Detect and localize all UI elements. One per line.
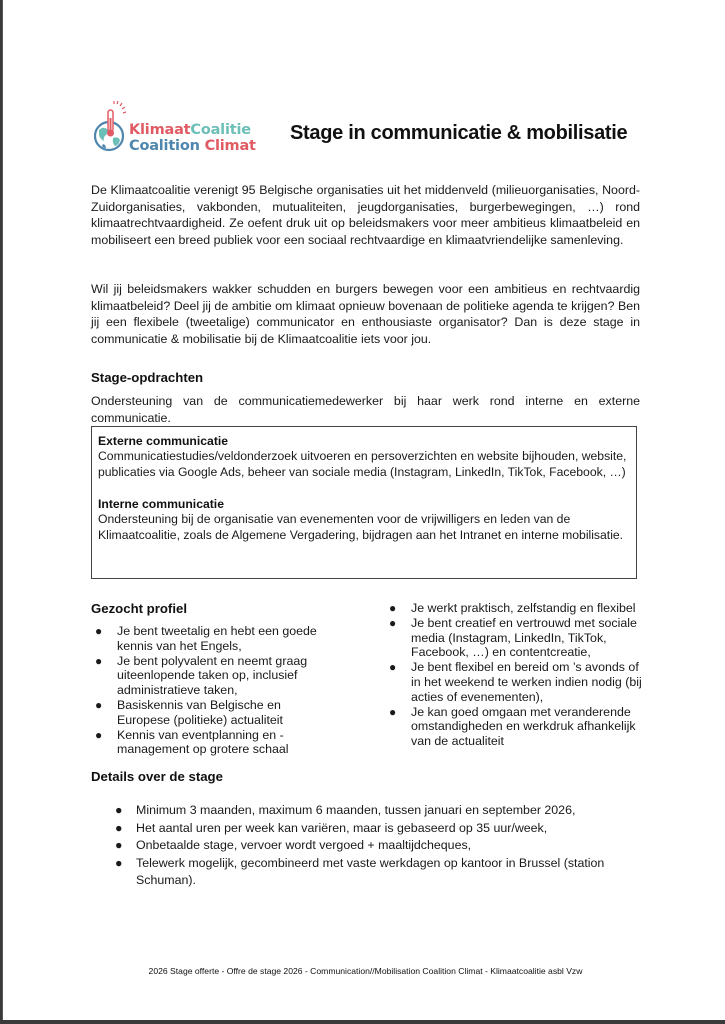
bullet-icon: ● bbox=[115, 803, 123, 817]
logo-text-coalitie: Coalitie bbox=[190, 122, 251, 138]
list-item: ● Kennis van eventplanning en -management op grotere schaal bbox=[95, 727, 289, 757]
externe-communicatie-text: Communicatiestudies/veldonderzoek uitvoeren en persoverzichten en website bijhouden, website, publicaties via Google Ads, beheer van sociale media (Instagram, LinkedIn, TikTok, Facebook, …) bbox=[98, 449, 627, 479]
bullet-icon: ● bbox=[389, 615, 397, 630]
intro-paragraph-1: De Klimaatcoalitie verenigt 95 Belgische organisaties uit het middenveld (milieuorganisaties, Noord-Zuidorganisaties, vakbonden, mutualiteiten, jeugdorganisaties, burgerbewegingen, …) rond klimaatrechtvaardigheid. Ze oefent druk uit op beleidsmakers voor meer ambitieus klimaatbeleid en mobiliseert een breed publiek voor een sociaal rechtvaardige en klimaatvriendelijke samenleving. bbox=[91, 183, 640, 247]
bullet-icon: ● bbox=[95, 727, 103, 742]
heading-details-over-de-stage: Details over de stage bbox=[91, 769, 223, 784]
bullet-icon: ● bbox=[115, 820, 123, 835]
interne-communicatie-text: Ondersteuning bij de organisatie van evenementen voor de vrijwilligers en leden van de Klimaatcoalitie, zoals de Algemene Vergadering, bijdragen aan het Intranet en interne mobilisatie. bbox=[98, 512, 624, 542]
bullet-icon: ● bbox=[389, 704, 397, 719]
page-title: Stage in communicatie & mobilisatie bbox=[290, 122, 628, 144]
intro-paragraph-2: Wil jij beleidsmakers wakker schudden en burgers bewegen voor een ambitieus en rechtvaardig klimaatbeleid? Deel jij de ambitie om klimaat opnieuw bovenaan de politieke agenda te krijgen? Ben jij een flexibele (tweetalige) communicator en enthousiaste organisator? Dan is deze stage in communicatie & mobilisatie bij de Klimaatcoalitie iets voor jou. bbox=[91, 282, 640, 346]
logo-text-climat: Climat bbox=[204, 138, 256, 154]
globe-thermometer-icon bbox=[91, 100, 131, 158]
details-list bbox=[115, 802, 645, 890]
list-item: ● Je kan goed omgaan met veranderende omstandigheden en werkdruk afhankelijk van de actualiteit bbox=[389, 704, 636, 749]
list-item: ● Onbetaalde stage, vervoer wordt vergoed + maaltijdcheques, bbox=[115, 837, 645, 855]
bullet-icon: ● bbox=[389, 660, 397, 675]
bullet-icon: ● bbox=[95, 624, 103, 638]
heading-externe-communicatie: Externe communicatie bbox=[98, 434, 229, 448]
opdrachten-intro: Ondersteuning van de communicatiemedewerker bij haar werk rond interne en externe communicatie. bbox=[91, 394, 640, 425]
bullet-icon: ● bbox=[95, 653, 103, 668]
list-item: ● Minimum 3 maanden, maximum 6 maanden, tussen januari en september 2026, bbox=[115, 802, 645, 820]
profiel-list-right bbox=[389, 601, 649, 749]
profiel-list-left bbox=[95, 624, 335, 757]
logo-wordmark bbox=[129, 122, 256, 154]
document-page bbox=[2, 0, 725, 1020]
bullet-icon: ● bbox=[95, 697, 103, 712]
heading-gezocht-profiel: Gezocht profiel bbox=[91, 601, 187, 616]
bullet-icon: ● bbox=[115, 838, 123, 852]
list-item: ● Je bent creatief en vertrouwd met sociale media (Instagram, LinkedIn, TikTok, Facebook, …) en contentcreatie, bbox=[389, 615, 637, 660]
bullet-icon: ● bbox=[389, 601, 397, 615]
page-footer: 2026 Stage offerte - Offre de stage 2026 - Communication//Mobilisation Coalition Climat - Klimaatcoalitie asbl Vzw bbox=[148, 966, 583, 976]
heading-interne-communicatie: Interne communicatie bbox=[98, 497, 224, 511]
bullet-icon: ● bbox=[115, 855, 123, 870]
logo-text-coalition: Coalition bbox=[129, 138, 200, 154]
list-item: ● Telewerk mogelijk, gecombineerd met vaste werkdagen op kantoor in Brussel (station Schuman). bbox=[115, 855, 605, 887]
heading-stage-opdrachten: Stage-opdrachten bbox=[91, 370, 204, 385]
logo-text-klimaat: Klimaat bbox=[129, 122, 191, 138]
list-item: ● Je bent tweetalig en hebt een goede kennis van het Engels, bbox=[95, 624, 317, 653]
communicatie-box bbox=[91, 426, 637, 579]
list-item: ● Basiskennis van Belgische en Europese (politieke) actualiteit bbox=[95, 697, 283, 727]
klimaatcoalitie-logo bbox=[91, 100, 271, 158]
list-item: ● Je bent polyvalent en neemt graag uiteenlopende taken op, inclusief administratieve taken, bbox=[95, 653, 308, 698]
list-item: ● Het aantal uren per week kan variëren, maar is gebaseerd op 35 uur/week, bbox=[115, 820, 645, 838]
list-item: ● Je bent flexibel en bereid om ’s avonds of in het weekend te werken indien nodig (bij acties of evenementen), bbox=[389, 660, 642, 704]
list-item: ● Je werkt praktisch, zelfstandig en flexibel bbox=[389, 601, 636, 615]
